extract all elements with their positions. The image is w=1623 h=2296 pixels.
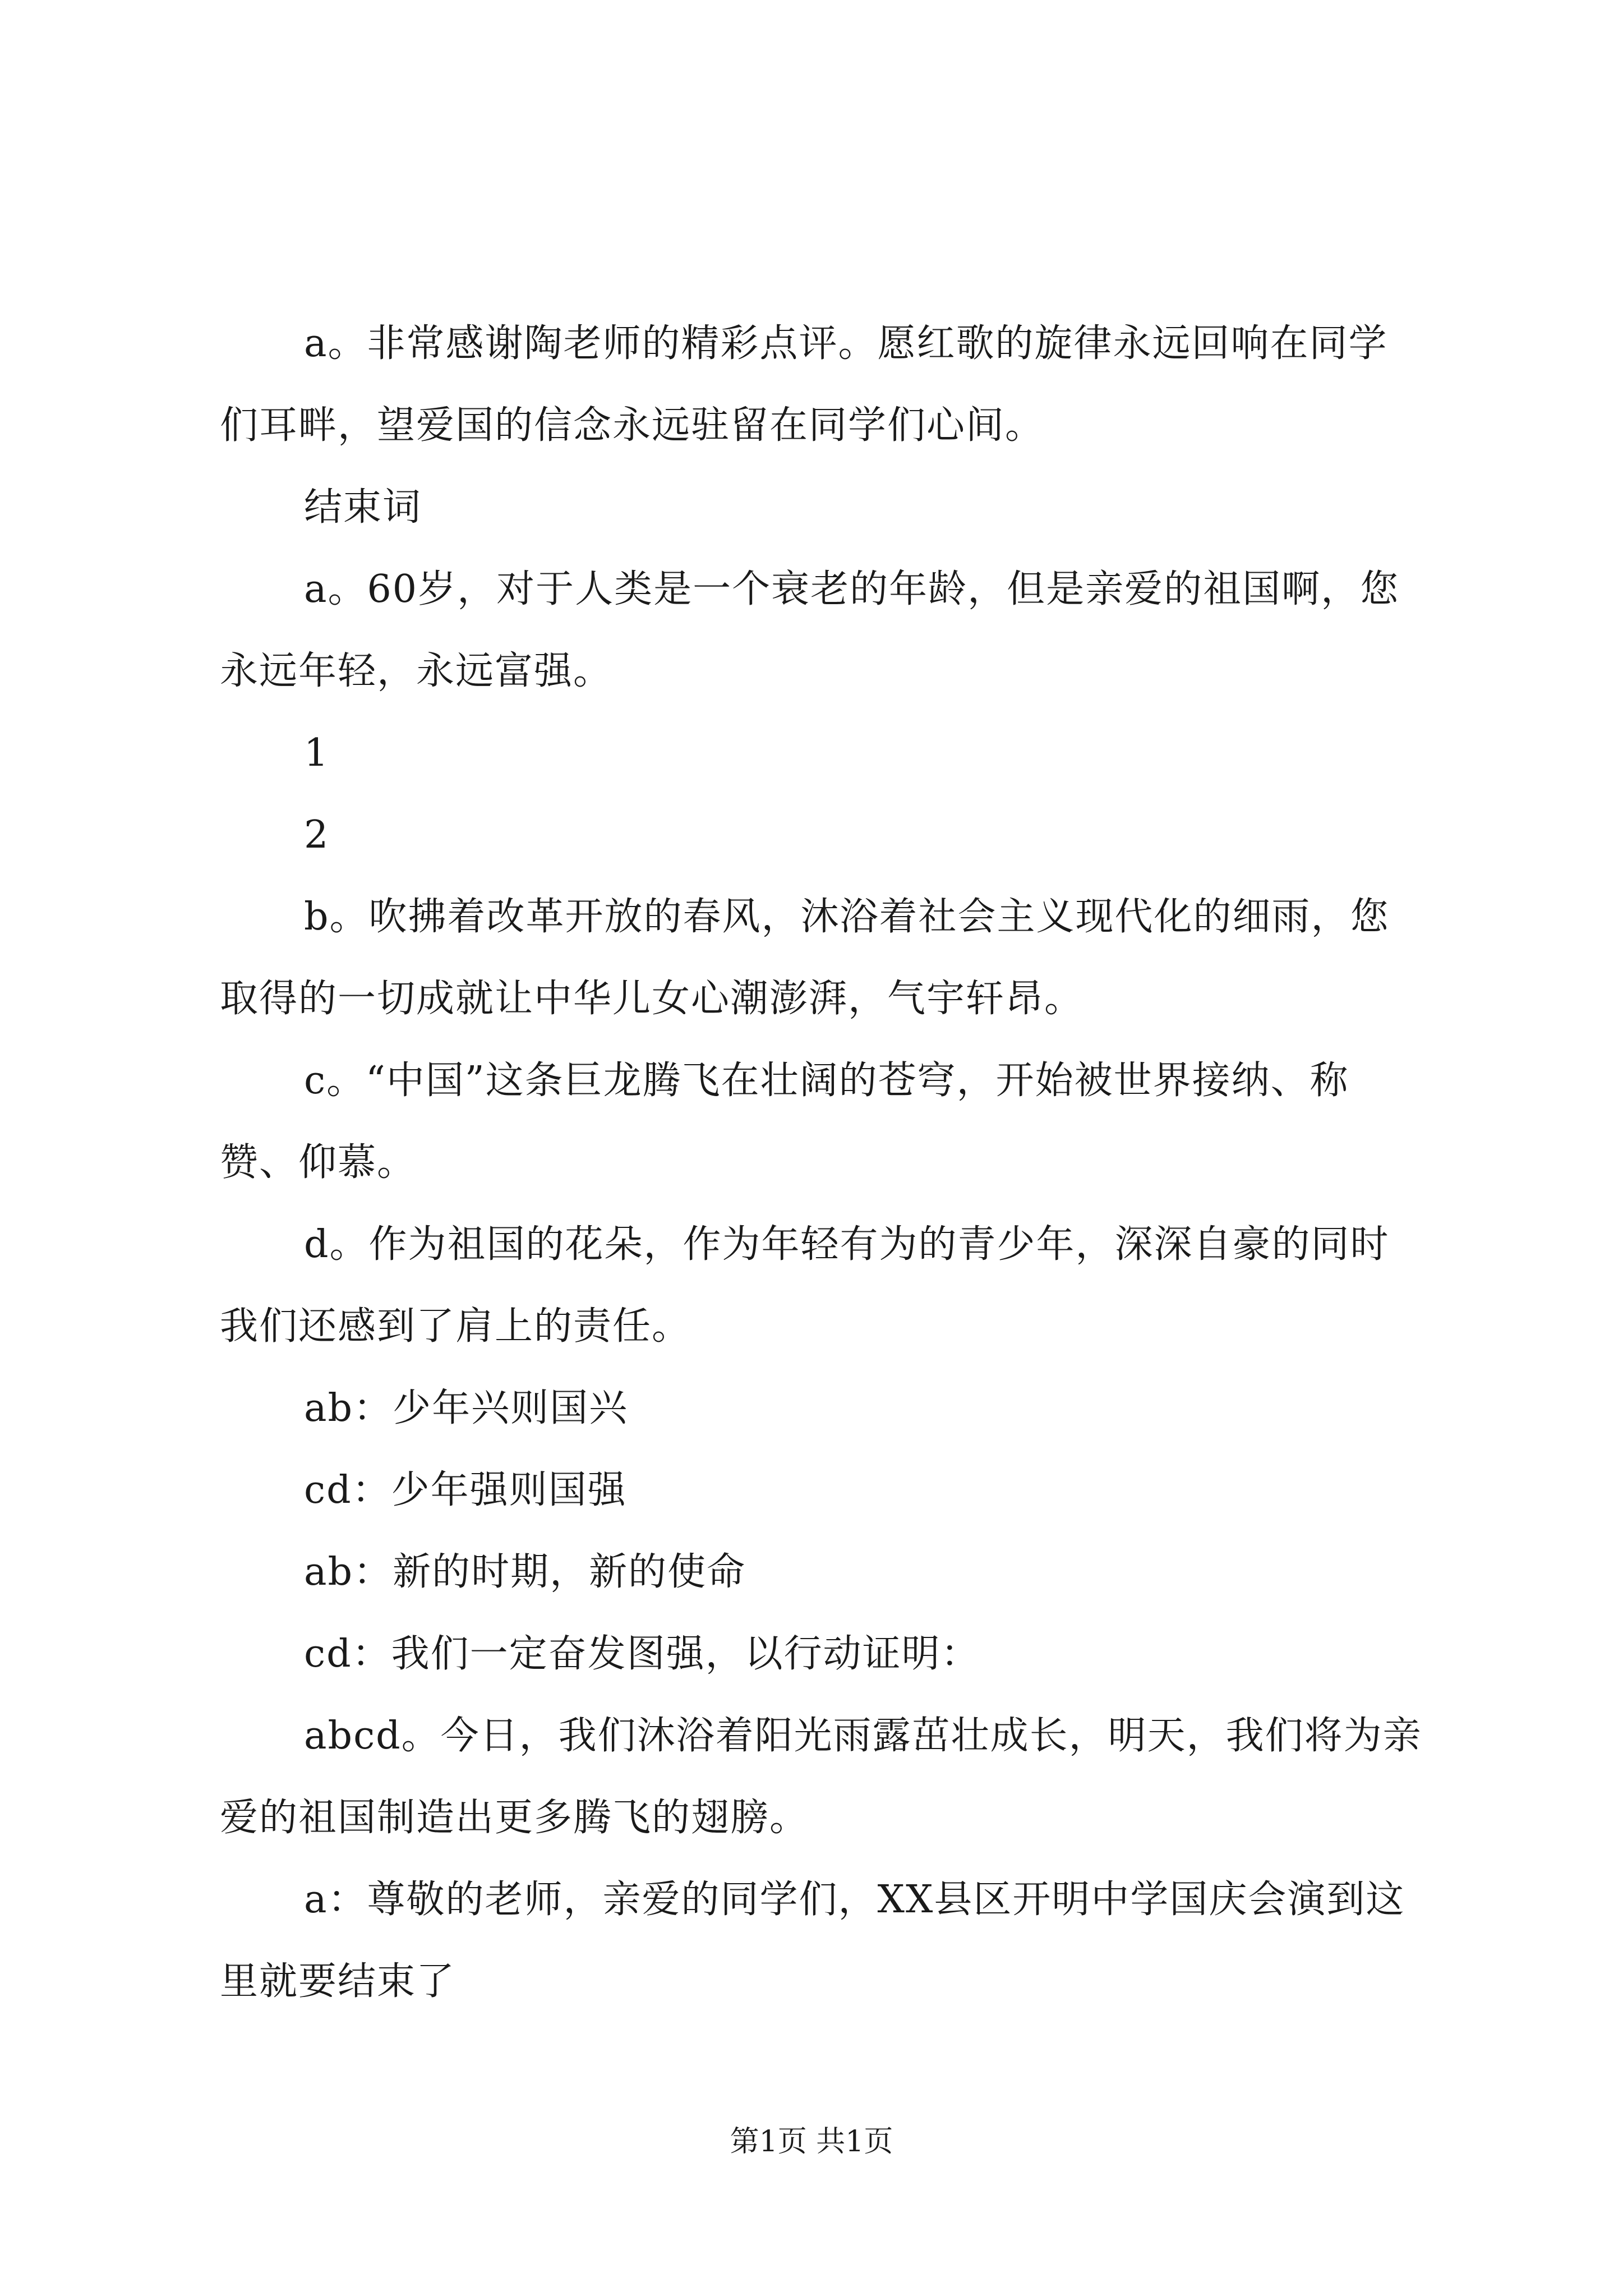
paragraph: cd：我们一定奋发图强，以行动证明： [304, 1632, 980, 1676]
paragraph: ab：少年兴则国兴 [304, 1386, 629, 1430]
paragraph: a。60岁，对于人类是一个衰老的年龄，但是亲爱的祖国啊，您永远年轻，永远富强。 [220, 567, 1400, 693]
paragraph: a：尊敬的老师，亲爱的同学们，XX县区开明中学国庆会演到这里就要结束了 [220, 1878, 1405, 2004]
paragraph: ab：新的时期，新的使命 [304, 1550, 746, 1594]
page-footer: 第1页 共1页 [730, 2125, 893, 2159]
page-number-line: 2 [304, 813, 330, 857]
paragraph: c。“中国”这条巨龙腾飞在壮阔的苍穹，开始被世界接纳、称赞、仰慕。 [220, 1059, 1349, 1185]
paragraph: a。非常感谢陶老师的精彩点评。愿红歌的旋律永远回响在同学们耳畔，望爱国的信念永远驻留在同学们心间。 [220, 321, 1388, 448]
page-number-line: 1 [304, 731, 330, 775]
paragraph: d。作为祖国的花朵，作为年轻有为的青少年，深深自豪的同时我们还感到了肩上的责任。 [220, 1222, 1390, 1349]
paragraph: abcd。今日，我们沐浴着阳光雨露茁壮成长，明天，我们将为亲爱的祖国制造出更多腾飞的翅膀。 [220, 1714, 1422, 1840]
paragraph: cd：少年强则国强 [304, 1468, 627, 1512]
paragraph: b。吹拂着改革开放的春风，沐浴着社会主义现代化的细雨，您取得的一切成就让中华儿女心潮澎湃，气宇轩昂。 [220, 895, 1390, 1021]
document-body [220, 303, 1426, 2023]
section-heading: 结束词 [304, 485, 422, 530]
